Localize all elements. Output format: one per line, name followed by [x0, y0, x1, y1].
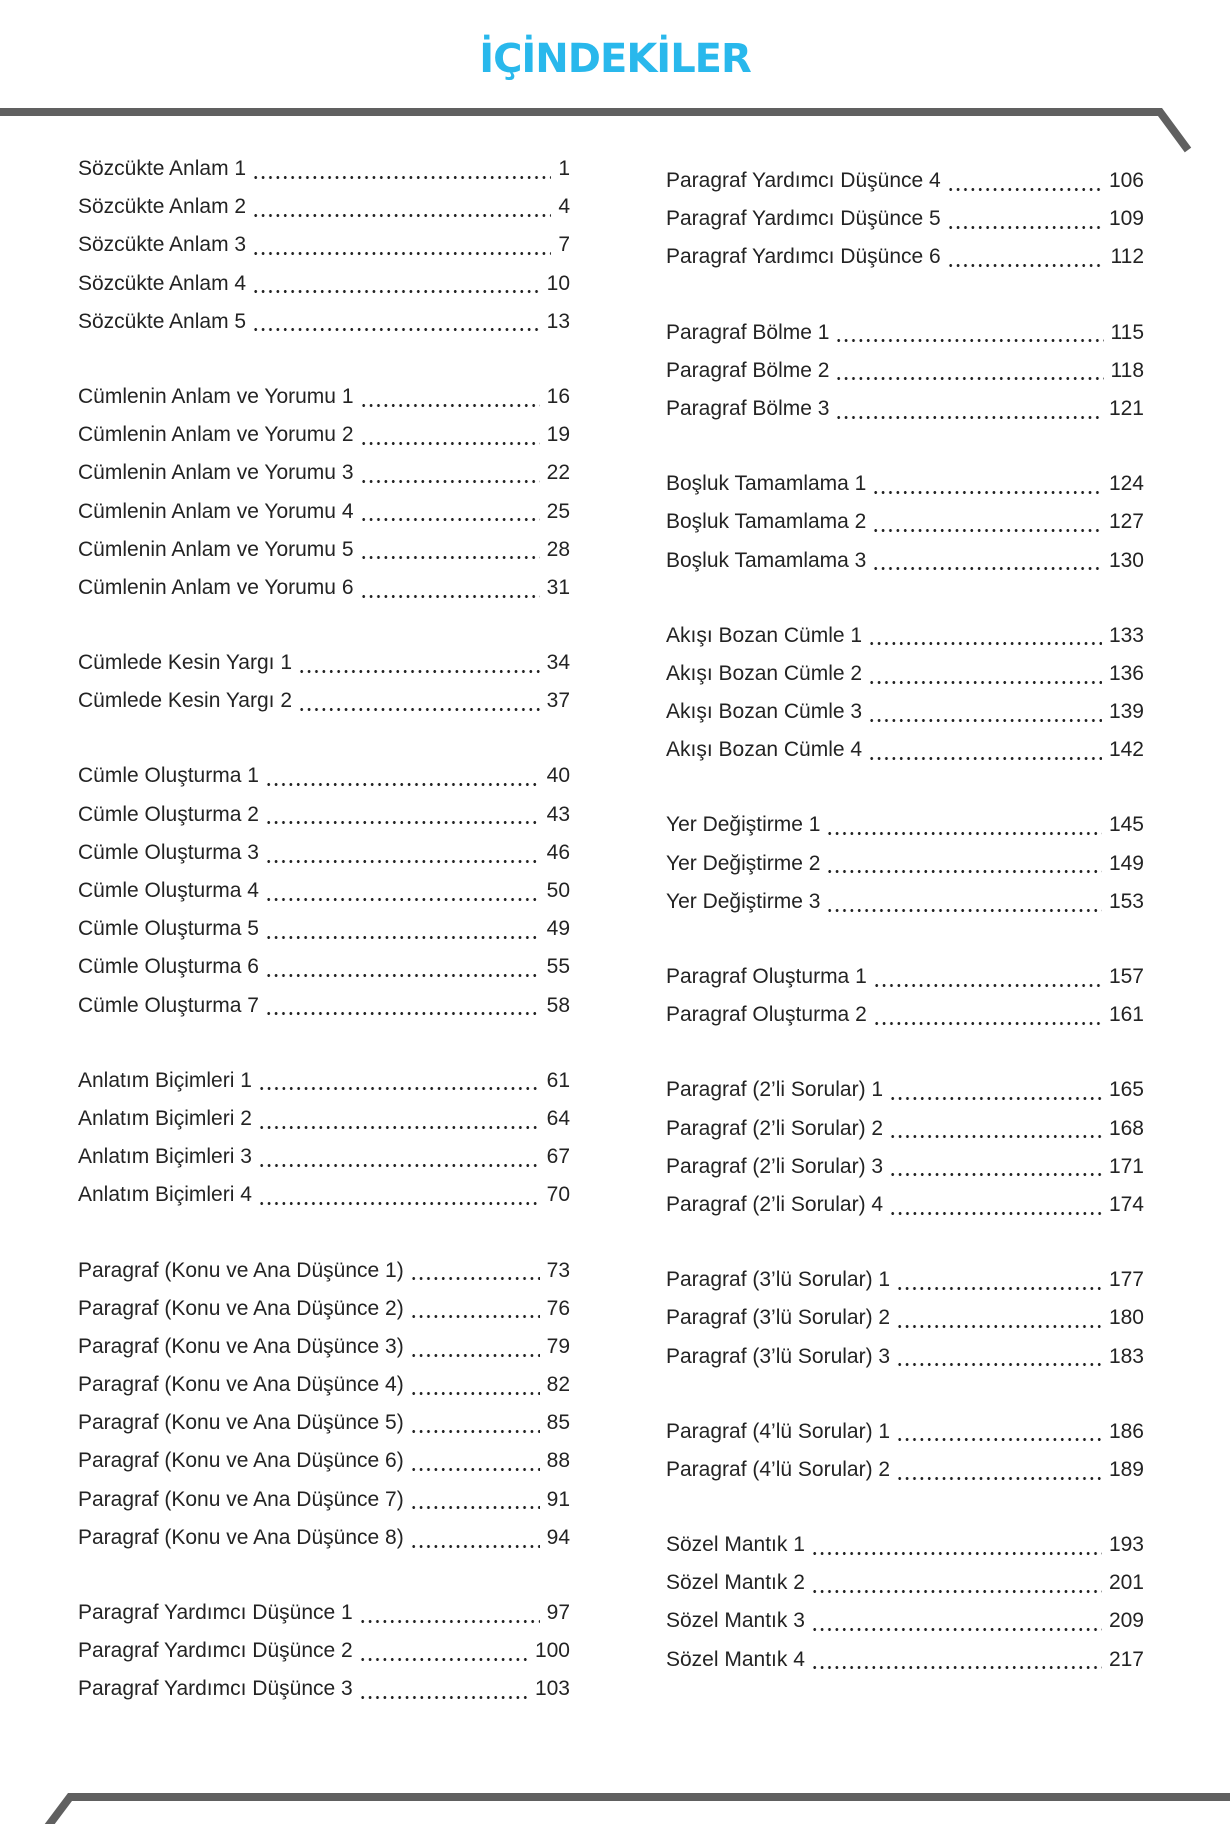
dot-leader	[811, 1666, 1102, 1669]
toc-entry-page: 94	[546, 1525, 570, 1549]
toc-entry-label: Paragraf Yardımcı Düşünce 2	[78, 1639, 353, 1663]
toc-entry-label: Sözcükte Anlam 5	[78, 309, 247, 333]
dot-leader	[889, 1135, 1102, 1138]
toc-entry-page: 55	[546, 955, 570, 979]
toc-entry-label: Sözel Mantık 4	[666, 1647, 805, 1671]
toc-entry-page: 180	[1108, 1306, 1144, 1330]
dot-leader	[872, 567, 1102, 570]
toc-entry-page: 165	[1108, 1078, 1144, 1102]
toc-entry-label: Cümlenin Anlam ve Yorumu 6	[78, 575, 354, 599]
toc-entry-page: 76	[546, 1296, 570, 1320]
toc-entry-page: 61	[546, 1068, 570, 1092]
toc-entry	[78, 834, 570, 872]
toc-entry-page: 67	[546, 1145, 570, 1169]
toc-entry-label: Cümle Oluşturma 4	[78, 879, 259, 902]
toc-entry-page: 133	[1108, 623, 1144, 647]
toc-section	[666, 617, 1144, 770]
toc-entry-label: Cümle Oluşturma 1	[78, 764, 259, 788]
toc-entry	[666, 162, 1144, 200]
toc-entry	[78, 493, 570, 531]
toc-entry	[78, 416, 570, 454]
toc-section	[78, 150, 570, 341]
toc-entry-page: 153	[1108, 889, 1144, 913]
toc-entry-page: 183	[1108, 1344, 1144, 1368]
toc-entry-label: Paragraf (2’li Sorular) 3	[666, 1154, 884, 1178]
dot-leader	[265, 821, 540, 824]
toc-entry	[666, 390, 1144, 428]
toc-entry-page: 201	[1108, 1571, 1144, 1595]
toc-entry	[666, 314, 1144, 352]
toc-entry-label: Akışı Bozan Cümle 4	[666, 738, 863, 762]
toc-entry	[78, 1442, 570, 1480]
toc-entry-page: 100	[534, 1639, 570, 1663]
toc-section	[78, 378, 570, 607]
toc-entry-page: 1	[558, 157, 570, 180]
dot-leader	[252, 290, 540, 293]
toc-entry	[78, 1328, 570, 1366]
dot-leader	[298, 708, 540, 711]
toc-entry-page: 37	[546, 689, 570, 713]
toc-section	[666, 1526, 1144, 1679]
toc-entry	[78, 378, 570, 416]
toc-entry	[78, 910, 570, 948]
toc-entry	[666, 1110, 1144, 1148]
dot-leader	[835, 377, 1103, 380]
toc-entry-page: 22	[546, 461, 570, 485]
toc-entry-label: Akışı Bozan Cümle 2	[666, 661, 863, 685]
toc-entry-label: Paragraf Yardımcı Düşünce 1	[78, 1601, 353, 1624]
toc-entry-page: 161	[1108, 1003, 1144, 1027]
page-title: İÇİNDEKİLER	[479, 36, 751, 82]
toc-entry	[666, 1564, 1144, 1602]
toc-entry	[666, 806, 1144, 844]
toc-entry	[78, 569, 570, 607]
dot-leader	[811, 1590, 1102, 1593]
dot-leader	[811, 1552, 1102, 1555]
dot-leader	[252, 214, 551, 217]
toc-entry	[78, 757, 570, 795]
toc-entry-page: 193	[1108, 1533, 1144, 1557]
toc-entry	[78, 303, 570, 341]
dot-leader	[868, 642, 1102, 645]
toc-entry	[78, 1366, 570, 1404]
dot-leader	[359, 1620, 540, 1623]
toc-entry-page: 7	[558, 233, 570, 257]
toc-entry-page: 217	[1108, 1647, 1144, 1671]
dot-leader	[258, 1087, 540, 1090]
dot-leader	[410, 1354, 540, 1357]
toc-entry-label: Paragraf (2’li Sorular) 4	[666, 1192, 884, 1216]
toc-entry-page: 174	[1108, 1192, 1144, 1216]
toc-entry	[666, 1299, 1144, 1337]
footer-rule	[43, 1797, 1230, 1824]
toc-entry-page: 10	[546, 271, 570, 295]
toc-entry-page: 118	[1110, 358, 1144, 382]
dot-leader	[265, 783, 540, 786]
toc-entry-page: 149	[1108, 851, 1144, 875]
toc-entry	[666, 1451, 1144, 1489]
dot-leader	[872, 529, 1102, 532]
toc-entry-page: 186	[1108, 1419, 1144, 1443]
toc-entry-page: 121	[1108, 396, 1144, 420]
toc-entry-label: Sözcükte Anlam 1	[78, 157, 247, 180]
toc-entry-label: Akışı Bozan Cümle 3	[666, 700, 863, 724]
toc-entry-page: 115	[1110, 320, 1144, 344]
toc-entry-label: Cümle Oluşturma 5	[78, 917, 259, 941]
toc-entry-page: 189	[1108, 1457, 1144, 1481]
toc-entry-label: Cümlede Kesin Yargı 1	[78, 651, 293, 675]
dot-leader	[252, 328, 540, 331]
dot-leader	[947, 264, 1104, 267]
toc-column-right	[666, 162, 1144, 1679]
toc-entry-label: Paragraf (4’lü Sorular) 2	[666, 1457, 891, 1481]
toc-entry-label: Yer Değiştirme 3	[666, 889, 821, 913]
toc-entry-label: Boşluk Tamamlama 1	[666, 472, 867, 496]
toc-entry-page: 4	[558, 195, 570, 219]
toc-entry-label: Cümle Oluşturma 3	[78, 840, 259, 864]
dot-leader	[868, 757, 1102, 760]
dot-leader	[360, 518, 540, 521]
toc-entry-page: 88	[546, 1449, 570, 1473]
dot-leader	[410, 1277, 540, 1280]
toc-entry-page: 50	[546, 879, 570, 902]
toc-entry	[666, 1526, 1144, 1564]
toc-entry-page: 106	[1108, 169, 1144, 192]
toc-entry	[666, 617, 1144, 655]
toc-entry-page: 25	[546, 499, 570, 523]
dot-leader	[873, 984, 1102, 987]
toc-entry-page: 79	[546, 1334, 570, 1358]
toc-entry	[78, 987, 570, 1025]
toc-entry	[666, 958, 1144, 996]
toc-entry	[666, 1602, 1144, 1640]
toc-entry	[78, 1670, 570, 1708]
toc-entry-label: Boşluk Tamamlama 2	[666, 510, 867, 534]
toc-entry-label: Akışı Bozan Cümle 1	[666, 623, 863, 647]
dot-leader	[410, 1468, 540, 1471]
dot-leader	[947, 188, 1102, 191]
toc-entry-label: Paragraf Yardımcı Düşünce 4	[666, 169, 941, 192]
dot-leader	[359, 1658, 528, 1661]
toc-entry	[666, 845, 1144, 883]
toc-section	[78, 1252, 570, 1558]
toc-entry-page: 130	[1108, 548, 1144, 572]
toc-entry-page: 103	[534, 1677, 570, 1701]
dot-leader	[360, 404, 540, 407]
toc-column-left	[78, 150, 570, 1709]
toc-entry	[78, 1100, 570, 1138]
toc-entry-page: 43	[546, 802, 570, 826]
toc-entry	[78, 226, 570, 264]
toc-entry	[78, 644, 570, 682]
toc-entry-label: Cümlenin Anlam ve Yorumu 1	[78, 384, 354, 408]
toc-entry-page: 16	[546, 384, 570, 408]
toc-entry	[78, 1062, 570, 1100]
dot-leader	[896, 1363, 1102, 1366]
toc-entry-page: 64	[546, 1106, 570, 1130]
toc-entry	[666, 693, 1144, 731]
dot-leader	[410, 1430, 540, 1433]
toc-entry-label: Paragraf (Konu ve Ana Düşünce 4)	[78, 1373, 404, 1397]
toc-entry-page: 28	[546, 537, 570, 561]
toc-entry-page: 13	[546, 309, 570, 333]
toc-entry-page: 85	[546, 1411, 570, 1435]
toc-entry-label: Paragraf Oluşturma 2	[666, 1003, 867, 1027]
toc-entry-label: Boşluk Tamamlama 3	[666, 548, 867, 572]
toc-entry-label: Anlatım Biçimleri 2	[78, 1106, 252, 1130]
toc-section	[666, 806, 1144, 921]
toc-section	[666, 162, 1144, 277]
toc-entry	[666, 1261, 1144, 1299]
toc-entry	[78, 1481, 570, 1519]
toc-entry	[666, 465, 1144, 503]
toc-entry-label: Cümle Oluşturma 2	[78, 802, 259, 826]
dot-leader	[896, 1287, 1102, 1290]
dot-leader	[947, 226, 1102, 229]
dot-leader	[252, 252, 551, 255]
dot-leader	[359, 1696, 528, 1699]
dot-leader	[410, 1392, 540, 1395]
toc-section	[666, 1071, 1144, 1224]
toc-entry-label: Paragraf Bölme 1	[666, 320, 830, 344]
toc-entry-label: Paragraf (Konu ve Ana Düşünce 1)	[78, 1258, 404, 1282]
dot-leader	[826, 870, 1101, 873]
toc-entry	[78, 796, 570, 834]
toc-entry	[78, 1290, 570, 1328]
dot-leader	[410, 1315, 540, 1318]
dot-leader	[868, 681, 1102, 684]
toc-entry-label: Paragraf Yardımcı Düşünce 5	[666, 207, 941, 231]
toc-entry-label: Paragraf (3’lü Sorular) 2	[666, 1306, 891, 1330]
toc-entry-page: 109	[1108, 207, 1144, 231]
toc-entry-page: 40	[546, 764, 570, 788]
dot-leader	[265, 974, 540, 977]
dot-leader	[265, 860, 540, 863]
header-rule	[0, 112, 1188, 150]
toc-entry	[666, 883, 1144, 921]
toc-section	[666, 465, 1144, 580]
toc-entry-page: 112	[1110, 245, 1144, 269]
dot-leader	[360, 480, 540, 483]
toc-entry	[78, 531, 570, 569]
dot-leader	[872, 491, 1102, 494]
toc-entry-page: 127	[1108, 510, 1144, 534]
toc-section	[666, 314, 1144, 429]
toc-entry-page: 124	[1108, 472, 1144, 496]
dot-leader	[265, 1012, 540, 1015]
toc-entry-label: Paragraf (2’li Sorular) 1	[666, 1078, 884, 1102]
dot-leader	[258, 1202, 540, 1205]
toc-entry	[666, 1071, 1144, 1109]
toc-entry-page: 177	[1108, 1268, 1144, 1292]
toc-entry-page: 136	[1108, 661, 1144, 685]
dot-leader	[252, 176, 551, 179]
dot-leader	[410, 1506, 540, 1509]
toc-entry-label: Paragraf (Konu ve Ana Düşünce 3)	[78, 1334, 404, 1358]
dot-leader	[258, 1126, 540, 1129]
dot-leader	[868, 719, 1102, 722]
toc-entry-page: 171	[1108, 1154, 1144, 1178]
toc-entry	[78, 1404, 570, 1442]
toc-entry-label: Paragraf (3’lü Sorular) 1	[666, 1268, 891, 1292]
dot-leader	[360, 595, 540, 598]
toc-entry	[666, 1413, 1144, 1451]
toc-entry-label: Cümlenin Anlam ve Yorumu 5	[78, 537, 354, 561]
toc-entry-label: Paragraf (3’lü Sorular) 3	[666, 1344, 891, 1368]
toc-entry-label: Cümle Oluşturma 6	[78, 955, 259, 979]
dot-leader	[896, 1438, 1102, 1441]
toc-entry-label: Paragraf Yardımcı Düşünce 6	[666, 245, 941, 269]
toc-entry-label: Anlatım Biçimleri 4	[78, 1183, 252, 1207]
toc-entry	[666, 996, 1144, 1034]
toc-entry	[666, 731, 1144, 769]
toc-section	[666, 958, 1144, 1034]
toc-entry-label: Anlatım Biçimleri 1	[78, 1068, 252, 1092]
toc-entry-label: Anlatım Biçimleri 3	[78, 1145, 252, 1169]
toc-entry-label: Paragraf Bölme 3	[666, 396, 830, 420]
toc-entry-label: Cümlenin Anlam ve Yorumu 4	[78, 499, 354, 523]
toc-entry-page: 49	[546, 917, 570, 941]
toc-entry-label: Paragraf (Konu ve Ana Düşünce 6)	[78, 1449, 404, 1473]
toc-entry	[666, 238, 1144, 276]
toc-entry-label: Yer Değiştirme 1	[666, 813, 821, 837]
toc-entry-label: Cümle Oluşturma 7	[78, 993, 259, 1017]
toc-entry-label: Sözcükte Anlam 2	[78, 195, 247, 219]
toc-entry-label: Sözcükte Anlam 3	[78, 233, 247, 257]
dot-leader	[265, 936, 540, 939]
toc-entry-page: 31	[546, 575, 570, 599]
toc-entry-page: 168	[1108, 1116, 1144, 1140]
toc-section	[78, 644, 570, 720]
toc-entry	[78, 1176, 570, 1214]
dot-leader	[258, 1164, 540, 1167]
toc-entry-page: 97	[546, 1601, 570, 1624]
dot-leader	[889, 1173, 1102, 1176]
toc-entry	[78, 872, 570, 910]
toc-entry	[666, 1186, 1144, 1224]
toc-entry-page: 70	[546, 1183, 570, 1207]
toc-section	[78, 1594, 570, 1709]
dot-leader	[410, 1545, 540, 1548]
toc-entry-page: 209	[1108, 1609, 1144, 1633]
dot-leader	[298, 670, 540, 673]
toc-entry	[78, 265, 570, 303]
dot-leader	[360, 442, 540, 445]
toc-entry	[78, 1632, 570, 1670]
toc-entry-page: 34	[546, 651, 570, 675]
toc-entry	[78, 1519, 570, 1557]
toc-entry-page: 58	[546, 993, 570, 1017]
toc-entry	[78, 1594, 570, 1632]
toc-entry	[666, 503, 1144, 541]
dot-leader	[811, 1628, 1102, 1631]
toc-entry-page: 139	[1108, 700, 1144, 724]
toc-entry-page: 145	[1108, 813, 1144, 837]
toc-section	[78, 1062, 570, 1215]
toc-entry-label: Yer Değiştirme 2	[666, 851, 821, 875]
toc-entry	[666, 1641, 1144, 1679]
toc-entry-label: Sözel Mantık 1	[666, 1533, 805, 1557]
toc-entry	[78, 150, 570, 188]
toc-entry	[78, 1252, 570, 1290]
dot-leader	[896, 1325, 1102, 1328]
toc-entry	[666, 1338, 1144, 1376]
dot-leader	[896, 1477, 1102, 1480]
dot-leader	[889, 1212, 1102, 1215]
dot-leader	[826, 832, 1101, 835]
toc-entry-page: 157	[1108, 965, 1144, 988]
toc-entry-label: Cümlede Kesin Yargı 2	[78, 689, 293, 713]
toc-entry-page: 19	[546, 423, 570, 447]
toc-entry	[78, 948, 570, 986]
toc-entry	[666, 352, 1144, 390]
toc-entry	[666, 655, 1144, 693]
dot-leader	[889, 1097, 1102, 1100]
toc-entry-label: Sözcükte Anlam 4	[78, 271, 247, 295]
toc-entry-page: 142	[1108, 738, 1144, 762]
toc-entry-label: Paragraf Yardımcı Düşünce 3	[78, 1677, 353, 1701]
toc-entry-page: 82	[546, 1373, 570, 1397]
toc-section	[666, 1261, 1144, 1376]
toc-entry-label: Paragraf Bölme 2	[666, 358, 830, 382]
toc-entry-page: 91	[546, 1487, 570, 1511]
toc-entry	[78, 1138, 570, 1176]
toc-entry-page: 73	[546, 1258, 570, 1282]
toc-entry-label: Cümlenin Anlam ve Yorumu 3	[78, 461, 354, 485]
toc-entry-label: Sözel Mantık 3	[666, 1609, 805, 1633]
toc-entry-label: Paragraf (4’lü Sorular) 1	[666, 1419, 891, 1443]
toc-section	[78, 757, 570, 1024]
toc-entry-label: Cümlenin Anlam ve Yorumu 2	[78, 423, 354, 447]
toc-entry	[666, 542, 1144, 580]
toc-entry-label: Paragraf Oluşturma 1	[666, 965, 867, 988]
toc-entry	[666, 1148, 1144, 1186]
dot-leader	[265, 898, 540, 901]
toc-entry	[666, 200, 1144, 238]
toc-entry-label: Paragraf (2’li Sorular) 2	[666, 1116, 884, 1140]
toc-entry-label: Paragraf (Konu ve Ana Düşünce 5)	[78, 1411, 404, 1435]
toc-entry-label: Paragraf (Konu ve Ana Düşünce 7)	[78, 1487, 404, 1511]
dot-leader	[835, 416, 1102, 419]
toc-entry-label: Sözel Mantık 2	[666, 1571, 805, 1595]
toc-section	[666, 1413, 1144, 1489]
toc-entry	[78, 188, 570, 226]
toc-entry-label: Paragraf (Konu ve Ana Düşünce 2)	[78, 1296, 404, 1320]
toc-entry-label: Paragraf (Konu ve Ana Düşünce 8)	[78, 1525, 404, 1549]
dot-leader	[360, 556, 540, 559]
toc-entry	[78, 682, 570, 720]
dot-leader	[873, 1022, 1102, 1025]
dot-leader	[826, 909, 1101, 912]
toc-entry-page: 46	[546, 840, 570, 864]
toc-entry	[78, 454, 570, 492]
dot-leader	[835, 339, 1103, 342]
